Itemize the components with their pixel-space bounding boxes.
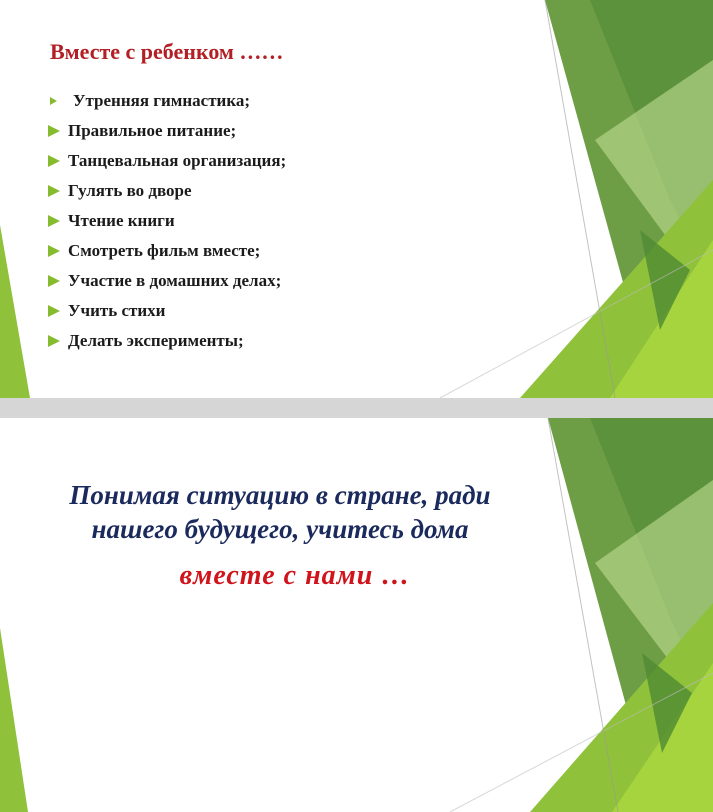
- list-item: [48, 236, 286, 266]
- list-item-label: Делать эксперименты;: [68, 331, 244, 350]
- list-item-label: Утренняя гимнастика;: [73, 91, 251, 110]
- arrow-right-small-icon: [50, 97, 57, 105]
- list-item: [48, 86, 286, 116]
- arrow-right-icon: [48, 275, 60, 287]
- arrow-right-icon: [48, 185, 60, 197]
- list-item: [48, 266, 286, 296]
- arrow-right-icon: [48, 335, 60, 347]
- arrow-right-icon: [48, 245, 60, 257]
- activity-list: [48, 86, 286, 356]
- arrow-right-icon: [48, 125, 60, 137]
- list-item: [48, 146, 286, 176]
- list-item-label: Смотреть фильм вместе;: [68, 241, 261, 260]
- list-item-label: Танцевальная организация;: [68, 151, 287, 170]
- slide-2: [0, 418, 713, 812]
- accent-text: вместе с нами …: [179, 560, 411, 591]
- quote-line-2: нашего будущего, учитесь дома: [91, 514, 469, 544]
- arrow-right-icon: [48, 305, 60, 317]
- quote-text: [0, 478, 560, 546]
- list-item: [48, 206, 286, 236]
- arrow-right-icon: [48, 215, 60, 227]
- list-item: [48, 116, 286, 146]
- list-item-label: Учить стихи: [68, 301, 166, 320]
- list-item-label: Чтение книги: [68, 211, 175, 230]
- slide-title: Вместе с ребенком ……: [50, 39, 284, 64]
- arrow-right-icon: [48, 155, 60, 167]
- list-item-label: Правильное питание;: [68, 121, 237, 140]
- list-item: [48, 326, 286, 356]
- list-item-label: Участие в домашних делах;: [68, 271, 282, 290]
- list-item-label: Гулять во дворе: [68, 181, 192, 200]
- list-item: [48, 176, 286, 206]
- quote-line-1: Понимая ситуацию в стране, ради: [69, 480, 491, 510]
- slide-1: [0, 0, 713, 398]
- list-item: [48, 296, 286, 326]
